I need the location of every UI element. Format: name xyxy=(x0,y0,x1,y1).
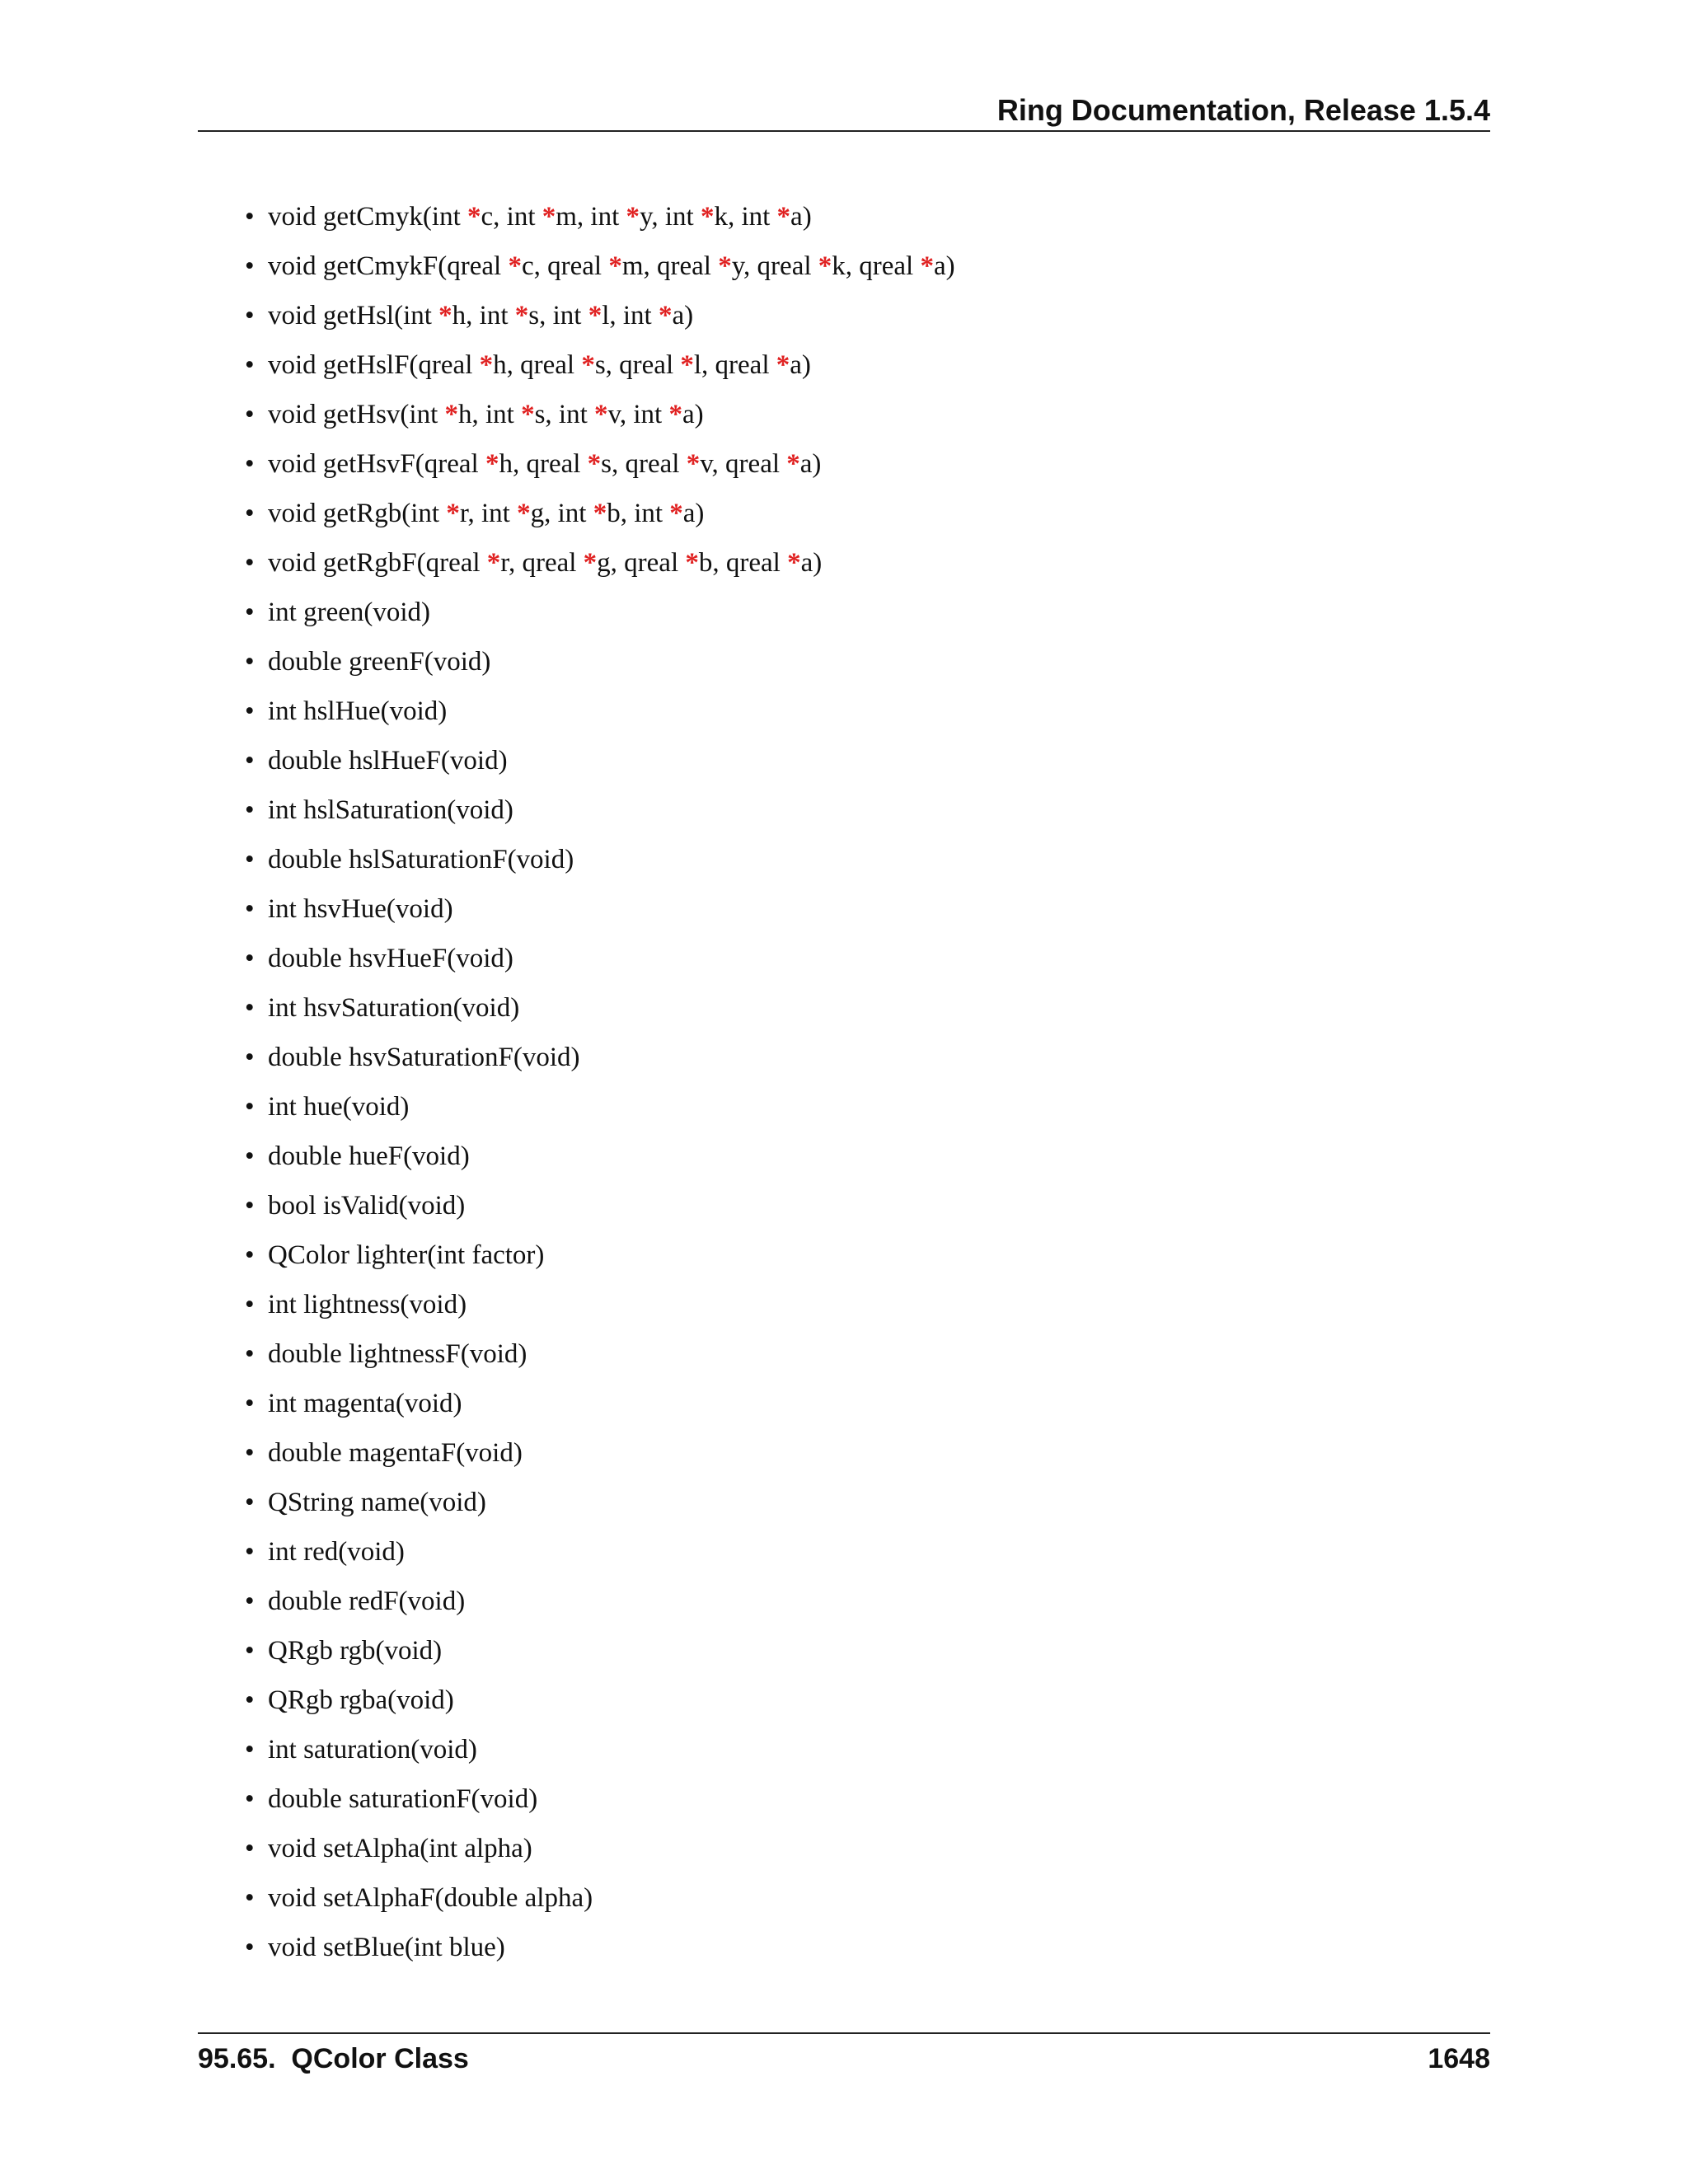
bullet-icon: • xyxy=(245,1834,255,1863)
list-item xyxy=(245,989,1481,1038)
list-item xyxy=(245,297,1481,346)
asterisk-mark: * xyxy=(446,499,460,528)
list-item xyxy=(245,1533,1481,1582)
bullet-icon: • xyxy=(245,1141,255,1171)
asterisk-mark: * xyxy=(508,251,522,281)
bullet-icon: • xyxy=(245,647,255,677)
list-item xyxy=(245,1088,1481,1137)
list-item xyxy=(245,593,1481,643)
method-signature: double redF(void) xyxy=(268,1586,466,1616)
list-item xyxy=(245,1385,1481,1434)
asterisk-mark: * xyxy=(685,548,699,578)
list-item xyxy=(245,1286,1481,1335)
bullet-icon: • xyxy=(245,499,255,528)
method-signature: double hsvHueF(void) xyxy=(268,944,513,973)
bullet-icon: • xyxy=(245,1191,255,1221)
bullet-icon: • xyxy=(245,1389,255,1418)
page-header xyxy=(198,89,1490,132)
list-item xyxy=(245,643,1481,692)
bullet-icon: • xyxy=(245,1092,255,1122)
bullet-icon: • xyxy=(245,1933,255,1962)
asterisk-mark: * xyxy=(669,499,683,528)
asterisk-mark: * xyxy=(680,350,694,380)
list-item xyxy=(245,1483,1481,1533)
bullet-icon: • xyxy=(245,1784,255,1814)
asterisk-mark: * xyxy=(686,449,701,479)
method-signature: void getHsv(int *h, int *s, int *v, int *a) xyxy=(268,400,704,429)
asterisk-mark: * xyxy=(438,301,452,330)
list-item xyxy=(245,742,1481,791)
bullet-icon: • xyxy=(245,1685,255,1715)
bullet-icon: • xyxy=(245,845,255,874)
list-item xyxy=(245,1879,1481,1929)
method-signature: bool isValid(void) xyxy=(268,1191,466,1221)
asterisk-mark: * xyxy=(776,350,790,380)
asterisk-mark: * xyxy=(588,301,603,330)
method-signature: QRgb rgba(void) xyxy=(268,1685,454,1715)
list-item xyxy=(245,791,1481,841)
bullet-icon: • xyxy=(245,696,255,726)
asterisk-mark: * xyxy=(587,449,602,479)
asterisk-mark: * xyxy=(581,350,595,380)
bullet-icon: • xyxy=(245,1043,255,1072)
page-content xyxy=(245,198,1481,1978)
list-item xyxy=(245,346,1481,396)
bullet-icon: • xyxy=(245,251,255,281)
asterisk-mark: * xyxy=(786,449,800,479)
list-item xyxy=(245,1780,1481,1830)
bullet-icon: • xyxy=(245,944,255,973)
list-item xyxy=(245,1137,1481,1187)
bullet-icon: • xyxy=(245,1537,255,1567)
method-signature: void getRgb(int *r, int *g, int *b, int *a) xyxy=(268,499,705,528)
bullet-icon: • xyxy=(245,1290,255,1319)
asterisk-mark: * xyxy=(776,202,791,232)
method-signature: void getHsvF(qreal *h, qreal *s, qreal *v, qreal *a) xyxy=(268,449,822,479)
bullet-icon: • xyxy=(245,1339,255,1369)
list-item xyxy=(245,1731,1481,1780)
method-signature: void getRgbF(qreal *r, qreal *g, qreal *b, qreal *a) xyxy=(268,548,823,578)
method-signature: void getHslF(qreal *h, qreal *s, qreal *l, qreal *a) xyxy=(268,350,811,380)
bullet-icon: • xyxy=(245,350,255,380)
asterisk-mark: * xyxy=(521,400,535,429)
list-item xyxy=(245,1830,1481,1879)
bullet-icon: • xyxy=(245,993,255,1023)
asterisk-mark: * xyxy=(583,548,598,578)
page-number: 1648 xyxy=(1428,2043,1490,2074)
asterisk-mark: * xyxy=(818,251,832,281)
method-list xyxy=(245,198,1481,1978)
method-signature: QRgb rgb(void) xyxy=(268,1636,443,1666)
bullet-icon: • xyxy=(245,1636,255,1666)
asterisk-mark: * xyxy=(787,548,801,578)
bullet-icon: • xyxy=(245,598,255,627)
method-signature: int saturation(void) xyxy=(268,1735,477,1765)
bullet-icon: • xyxy=(245,202,255,232)
asterisk-mark: * xyxy=(608,251,622,281)
method-signature: int hue(void) xyxy=(268,1092,410,1122)
list-item xyxy=(245,494,1481,544)
asterisk-mark: * xyxy=(718,251,732,281)
asterisk-mark: * xyxy=(668,400,682,429)
footer-section-title: 95.65. QColor Class xyxy=(198,2043,469,2074)
method-signature: double hsvSaturationF(void) xyxy=(268,1043,580,1072)
asterisk-mark: * xyxy=(485,449,499,479)
method-signature: double greenF(void) xyxy=(268,647,491,677)
method-signature: int lightness(void) xyxy=(268,1290,467,1319)
method-signature: void setAlpha(int alpha) xyxy=(268,1834,532,1863)
list-item xyxy=(245,544,1481,593)
method-signature: double hslHueF(void) xyxy=(268,746,508,776)
list-item xyxy=(245,940,1481,989)
list-item xyxy=(245,1038,1481,1088)
asterisk-mark: * xyxy=(444,400,458,429)
method-signature: int green(void) xyxy=(268,598,431,627)
method-signature: QColor lighter(int factor) xyxy=(268,1240,545,1270)
bullet-icon: • xyxy=(245,795,255,825)
page-footer xyxy=(198,2032,1490,2083)
method-signature: void setAlphaF(double alpha) xyxy=(268,1883,593,1913)
asterisk-mark: * xyxy=(517,499,531,528)
asterisk-mark: * xyxy=(700,202,715,232)
bullet-icon: • xyxy=(245,400,255,429)
list-item xyxy=(245,692,1481,742)
bullet-icon: • xyxy=(245,1488,255,1517)
list-item xyxy=(245,396,1481,445)
list-item xyxy=(245,1187,1481,1236)
bullet-icon: • xyxy=(245,1438,255,1468)
bullet-icon: • xyxy=(245,1586,255,1616)
method-signature: double saturationF(void) xyxy=(268,1784,538,1814)
asterisk-mark: * xyxy=(594,400,608,429)
bullet-icon: • xyxy=(245,894,255,924)
asterisk-mark: * xyxy=(542,202,556,232)
list-item xyxy=(245,1929,1481,1978)
method-signature: int hsvSaturation(void) xyxy=(268,993,520,1023)
method-signature: void getCmyk(int *c, int *m, int *y, int *k, int *a) xyxy=(268,202,812,232)
method-signature: double hueF(void) xyxy=(268,1141,470,1171)
list-item xyxy=(245,247,1481,297)
asterisk-mark: * xyxy=(479,350,494,380)
method-signature: double hslSaturationF(void) xyxy=(268,845,574,874)
method-signature: int hslSaturation(void) xyxy=(268,795,513,825)
asterisk-mark: * xyxy=(593,499,607,528)
method-signature: double lightnessF(void) xyxy=(268,1339,528,1369)
method-signature: int magenta(void) xyxy=(268,1389,462,1418)
list-item xyxy=(245,1434,1481,1483)
asterisk-mark: * xyxy=(626,202,640,232)
bullet-icon: • xyxy=(245,301,255,330)
asterisk-mark: * xyxy=(920,251,934,281)
method-signature: QString name(void) xyxy=(268,1488,486,1517)
list-item xyxy=(245,890,1481,940)
bullet-icon: • xyxy=(245,548,255,578)
list-item xyxy=(245,198,1481,247)
method-signature: void getHsl(int *h, int *s, int *l, int *a) xyxy=(268,301,694,330)
method-signature: double magentaF(void) xyxy=(268,1438,523,1468)
method-signature: int red(void) xyxy=(268,1537,405,1567)
list-item xyxy=(245,841,1481,890)
asterisk-mark: * xyxy=(514,301,529,330)
method-signature: void setBlue(int blue) xyxy=(268,1933,505,1962)
asterisk-mark: * xyxy=(467,202,481,232)
list-item xyxy=(245,1632,1481,1681)
list-item xyxy=(245,1681,1481,1731)
bullet-icon: • xyxy=(245,449,255,479)
asterisk-mark: * xyxy=(486,548,501,578)
bullet-icon: • xyxy=(245,746,255,776)
list-item xyxy=(245,1236,1481,1286)
list-item xyxy=(245,445,1481,494)
list-item xyxy=(245,1335,1481,1385)
list-item xyxy=(245,1582,1481,1632)
method-signature: int hsvHue(void) xyxy=(268,894,453,924)
header-title: Ring Documentation, Release 1.5.4 xyxy=(996,93,1490,127)
asterisk-mark: * xyxy=(658,301,673,330)
bullet-icon: • xyxy=(245,1883,255,1913)
bullet-icon: • xyxy=(245,1735,255,1765)
method-signature: int hslHue(void) xyxy=(268,696,448,726)
method-signature: void getCmykF(qreal *c, qreal *m, qreal *y, qreal *k, qreal *a) xyxy=(268,251,955,281)
bullet-icon: • xyxy=(245,1240,255,1270)
